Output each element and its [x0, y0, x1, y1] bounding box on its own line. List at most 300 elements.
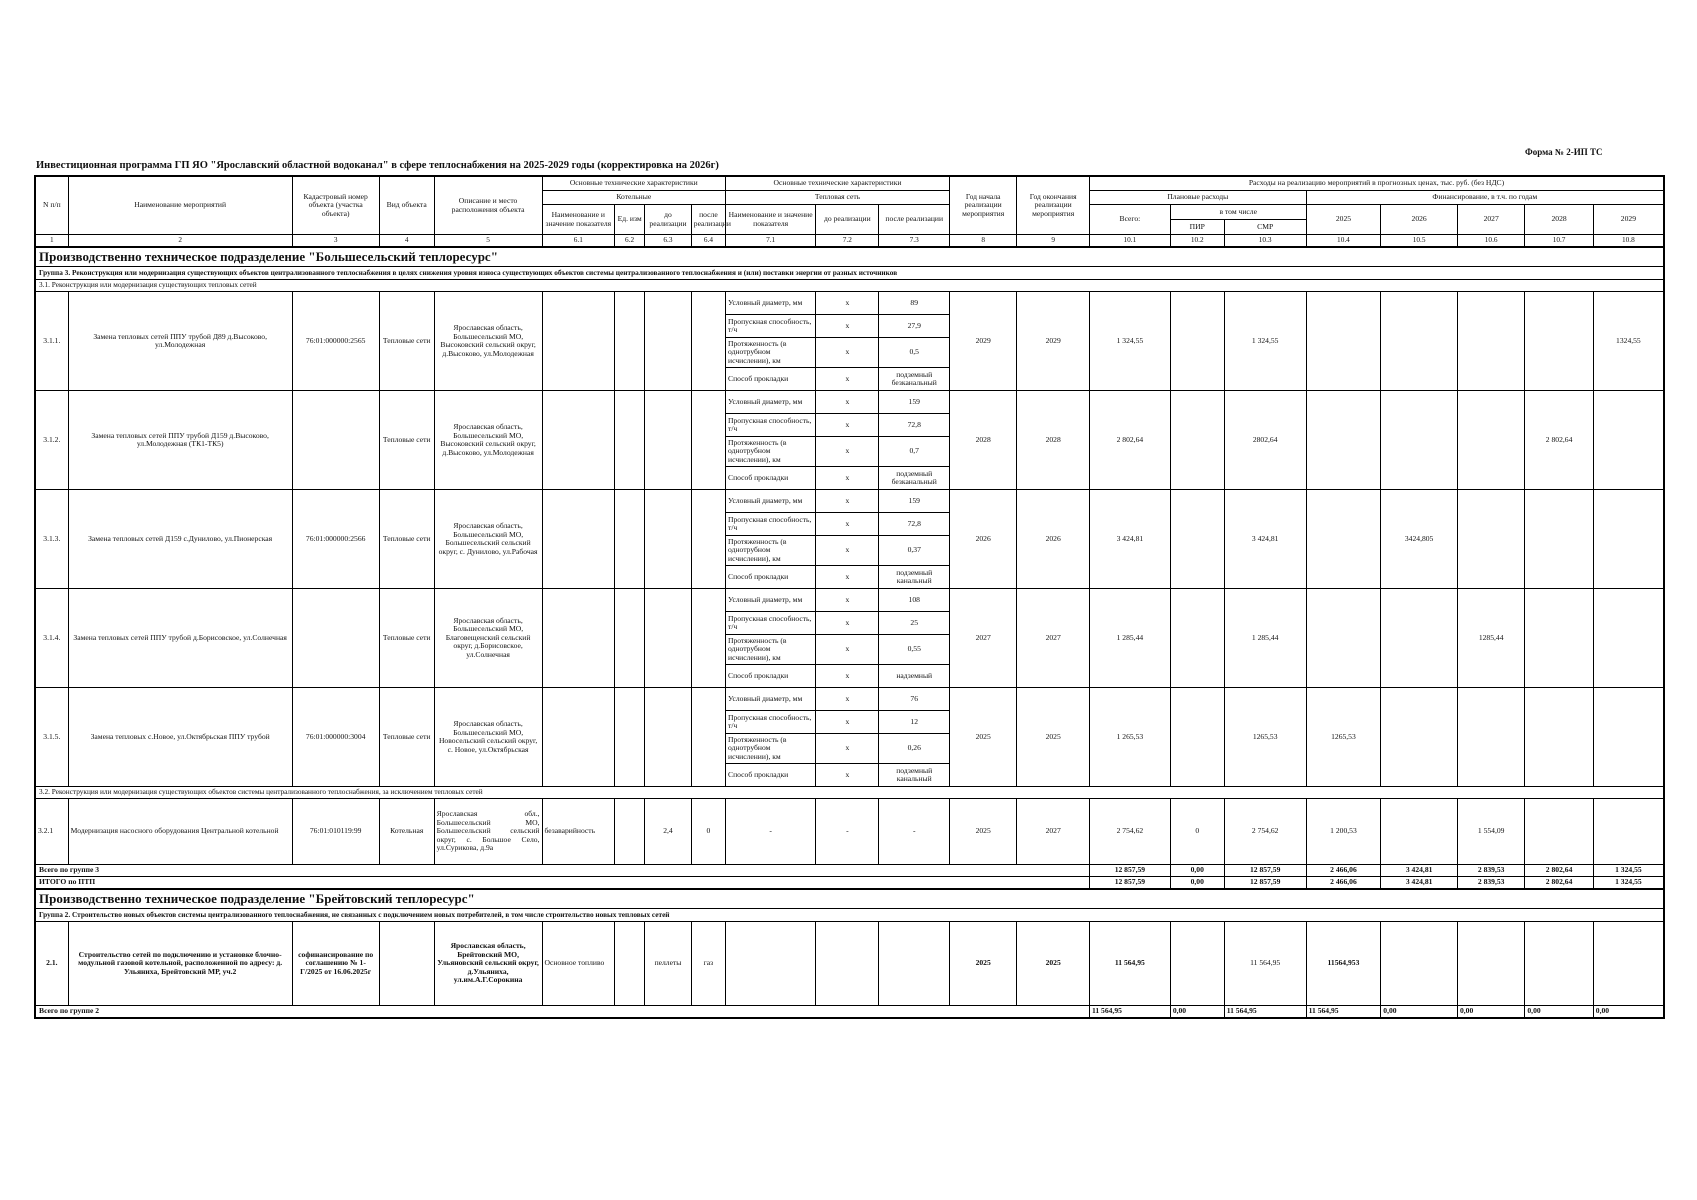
row-2028 — [1525, 922, 1593, 1006]
row-indicator — [542, 292, 615, 391]
indicator-after: подземный канальный — [879, 566, 950, 589]
total-2027: 2 839,53 — [1457, 877, 1524, 890]
header-including: в том числе — [1170, 205, 1306, 220]
row-after — [691, 688, 725, 787]
indicator-label: Протяженность (в однотрубном исчислении), км — [726, 338, 816, 368]
table-row — [35, 799, 1664, 865]
indicator-before: х — [816, 665, 879, 688]
row-2029 — [1593, 799, 1664, 865]
row-2026 — [1381, 391, 1458, 490]
header-year-2026: 2026 — [1381, 205, 1458, 235]
total-smr: 12 857,59 — [1224, 865, 1306, 877]
total-2029: 1 324,55 — [1593, 877, 1664, 890]
indicator-after: 159 — [879, 490, 950, 513]
row-2025 — [1306, 589, 1381, 688]
indicator-after: 159 — [879, 391, 950, 414]
indicator-label: Протяженность (в однотрубном исчислении), км — [726, 734, 816, 764]
row-name: Модернизация насосного оборудования Центральной котельной — [68, 799, 292, 865]
header-expenses: Расходы на реализацию мероприятий в прогнозных ценах, тыс. руб. (без НДС) — [1089, 176, 1664, 191]
indicator-label: Условный диаметр, мм — [726, 688, 816, 711]
row-pir — [1170, 391, 1224, 490]
column-number: 6.3 — [645, 235, 692, 248]
row-number: 3.1.1. — [35, 292, 68, 391]
row-before — [645, 391, 692, 490]
indicator-label: Пропускная способность, т/ч — [726, 414, 816, 437]
subgroup-title: 3.1. Реконструкция или модернизация существующих тепловых сетей — [35, 280, 1664, 292]
table-row — [35, 922, 1664, 1006]
column-number: 10.7 — [1525, 235, 1593, 248]
row-2027: 1285,44 — [1457, 589, 1524, 688]
row-type: Тепловые сети — [379, 589, 434, 688]
row-2026: 3424,805 — [1381, 490, 1458, 589]
row-2027 — [1457, 490, 1524, 589]
row-after: газ — [691, 922, 725, 1006]
indicator-label: Условный диаметр, мм — [726, 391, 816, 414]
total-row-group3 — [35, 865, 1664, 877]
row-start: 2026 — [949, 490, 1016, 589]
indicator-before: х — [816, 566, 879, 589]
column-number: 7.3 — [879, 235, 950, 248]
row-cadastral: 76:01:010119:99 — [292, 799, 379, 865]
header-net-indicator: Наименование и значение показателя — [726, 205, 816, 235]
table-body — [35, 176, 1664, 1018]
indicator-before: х — [816, 513, 879, 536]
header-name: Наименование мероприятий — [68, 176, 292, 235]
row-2029 — [1593, 391, 1664, 490]
row-total: 2 802,64 — [1089, 391, 1170, 490]
row-cadastral: софинансирование по соглашению № 1-Г/2025 от 16.06.2025г — [292, 922, 379, 1006]
row-description: Ярославская область, Большесельский МО, Высоковский сельский округ, д.Высоково, ул.Молодежная — [434, 391, 542, 490]
row-number: 3.1.4. — [35, 589, 68, 688]
row-before: пеллеты — [645, 922, 692, 1006]
row-2025: 1 200,53 — [1306, 799, 1381, 865]
header-n: N п/п — [35, 176, 68, 235]
row-2025: 11564,953 — [1306, 922, 1381, 1006]
indicator-before: х — [816, 635, 879, 665]
section-row — [35, 247, 1664, 267]
total-2028: 2 802,64 — [1525, 865, 1593, 877]
indicator-before: х — [816, 536, 879, 566]
row-start: 2025 — [949, 922, 1016, 1006]
indicator-after: надземный — [879, 665, 950, 688]
row-net-indicator — [726, 922, 816, 1006]
row-number: 3.2.1 — [35, 799, 68, 865]
header-after: после реализации — [691, 205, 725, 235]
row-2028 — [1525, 292, 1593, 391]
row-2028 — [1525, 490, 1593, 589]
column-number: 5 — [434, 235, 542, 248]
total-label: Всего по группе 3 — [35, 865, 1089, 877]
row-name: Замена тепловых сетей ППУ трубой Д89 д.Высоково, ул.Молодежная — [68, 292, 292, 391]
total-pir: 0,00 — [1170, 877, 1224, 890]
row-2025 — [1306, 292, 1381, 391]
row-smr: 1 324,55 — [1224, 292, 1306, 391]
indicator-before: х — [816, 315, 879, 338]
header-smr: СМР — [1224, 220, 1306, 235]
column-number: 3 — [292, 235, 379, 248]
row-indicator — [542, 589, 615, 688]
investment-table — [34, 175, 1665, 1019]
indicator-label: Протяженность (в однотрубном исчислении), км — [726, 437, 816, 467]
row-unit — [615, 688, 645, 787]
row-pir — [1170, 292, 1224, 391]
group-row — [35, 267, 1664, 280]
total-2027: 2 839,53 — [1457, 865, 1524, 877]
indicator-after: 108 — [879, 589, 950, 612]
row-total: 11 564,95 — [1089, 922, 1170, 1006]
column-number: 8 — [949, 235, 1016, 248]
total-2025: 2 466,06 — [1306, 877, 1381, 890]
indicator-before: х — [816, 368, 879, 391]
indicator-after: 72,8 — [879, 414, 950, 437]
row-unit — [615, 922, 645, 1006]
row-name: Замена тепловых сетей Д159 с.Дуниловo, ул.Пионерская — [68, 490, 292, 589]
row-cadastral: 76:01:000000:3004 — [292, 688, 379, 787]
row-end: 2025 — [1017, 688, 1090, 787]
total-row-ptp — [35, 877, 1664, 890]
indicator-label: Условный диаметр, мм — [726, 490, 816, 513]
column-number: 7.2 — [816, 235, 879, 248]
row-total: 2 754,62 — [1089, 799, 1170, 865]
total-sum: 11 564,95 — [1089, 1006, 1170, 1019]
header-boilers: Котельные — [542, 191, 726, 205]
row-description: Ярославская область, Большесельский МО, Высоковский сельский округ, д.Высоково, ул.Молодежная — [434, 292, 542, 391]
document-title: Инвестиционная программа ГП ЯО "Ярославский областной водоканал" в сфере теплоснабжения на 2025-2029 годы (корректировка на 2026г) — [36, 160, 719, 171]
indicator-after: 0,5 — [879, 338, 950, 368]
row-name: Замена тепловых сетей ППУ трубой д.Борисовское, ул.Солнечная — [68, 589, 292, 688]
column-number-row — [35, 235, 1664, 248]
row-name: Строительство сетей по подключению и установке блочно-модульной газовой котельной, расположенной по адресу: д. Ульяниха, Брейтовский МР, уч.2 — [68, 922, 292, 1006]
row-end: 2028 — [1017, 391, 1090, 490]
row-after: 0 — [691, 799, 725, 865]
total-2026: 3 424,81 — [1381, 877, 1458, 890]
header-tech-boilers: Основные технические характеристики — [542, 176, 726, 191]
row-2029 — [1593, 589, 1664, 688]
header-pir: ПИР — [1170, 220, 1224, 235]
header-year-2025: 2025 — [1306, 205, 1381, 235]
row-start: 2025 — [949, 799, 1016, 865]
section-title: Производственно техническое подразделение "Большесельский теплоресурс" — [35, 247, 1664, 267]
row-2028 — [1525, 589, 1593, 688]
row-2029: 1324,55 — [1593, 292, 1664, 391]
total-smr: 11 564,95 — [1224, 1006, 1306, 1019]
row-2027 — [1457, 922, 1524, 1006]
row-2027 — [1457, 292, 1524, 391]
total-2025: 2 466,06 — [1306, 865, 1381, 877]
row-unit — [615, 391, 645, 490]
row-number: 3.1.5. — [35, 688, 68, 787]
row-total: 3 424,81 — [1089, 490, 1170, 589]
row-smr: 1 285,44 — [1224, 589, 1306, 688]
row-type: Тепловые сети — [379, 688, 434, 787]
total-2029: 1 324,55 — [1593, 865, 1664, 877]
row-total: 1 324,55 — [1089, 292, 1170, 391]
total-pir: 0,00 — [1170, 865, 1224, 877]
column-number: 9 — [1017, 235, 1090, 248]
row-end: 2027 — [1017, 589, 1090, 688]
header-before: до реализации — [645, 205, 692, 235]
row-pir: 0 — [1170, 799, 1224, 865]
row-total: 1 285,44 — [1089, 589, 1170, 688]
indicator-label: Способ прокладки — [726, 665, 816, 688]
row-2026 — [1381, 589, 1458, 688]
row-2029 — [1593, 688, 1664, 787]
row-end: 2026 — [1017, 490, 1090, 589]
row-pir — [1170, 490, 1224, 589]
header-cadastral: Кадастровый номер объекта (участка объекта) — [292, 176, 379, 235]
row-total: 1 265,53 — [1089, 688, 1170, 787]
total-smr: 12 857,59 — [1224, 877, 1306, 890]
row-start: 2029 — [949, 292, 1016, 391]
row-2025 — [1306, 490, 1381, 589]
row-description: Ярославская область, Большесельский МО, Большесельский сельский округ, с. Дунилово, ул.Рабочая — [434, 490, 542, 589]
indicator-after: подземный безканальный — [879, 467, 950, 490]
row-pir — [1170, 922, 1224, 1006]
row-2027: 1 554,09 — [1457, 799, 1524, 865]
form-label: Форма № 2-ИП ТС — [1525, 147, 1603, 157]
column-number: 10.5 — [1381, 235, 1458, 248]
indicator-before: х — [816, 338, 879, 368]
row-smr: 1265,53 — [1224, 688, 1306, 787]
total-2029: 0,00 — [1593, 1006, 1664, 1019]
indicator-before: х — [816, 688, 879, 711]
row-2025 — [1306, 391, 1381, 490]
total-sum: 12 857,59 — [1089, 877, 1170, 890]
indicator-after: подземный канальный — [879, 764, 950, 787]
row-before — [645, 688, 692, 787]
group-title: Группа 2. Строительство новых объектов системы централизованного теплоснабжения, не связанных с подключением новых потребителей, в том числе строительство новых тепловых сетей — [35, 909, 1664, 922]
indicator-label: Протяженность (в однотрубном исчислении), км — [726, 536, 816, 566]
indicator-after: 72,8 — [879, 513, 950, 536]
header-year-2028: 2028 — [1525, 205, 1593, 235]
indicator-after: 0,37 — [879, 536, 950, 566]
column-number: 4 — [379, 235, 434, 248]
row-cadastral: 76:01:000000:2566 — [292, 490, 379, 589]
row-2028 — [1525, 799, 1593, 865]
indicator-after: 12 — [879, 711, 950, 734]
column-number: 6.1 — [542, 235, 615, 248]
indicator-after: 27,9 — [879, 315, 950, 338]
total-row-group2 — [35, 1006, 1664, 1019]
row-before — [645, 589, 692, 688]
row-start: 2027 — [949, 589, 1016, 688]
row-type: Тепловые сети — [379, 391, 434, 490]
subgroup-row — [35, 787, 1664, 799]
table-row — [35, 688, 1664, 711]
group-title: Группа 3. Реконструкция или модернизация существующих объектов централизованного теплоснабжения в целях снижения уровня износа существующих объектов системы централизованного теплоснабжения и (или) поставки энергии от разных источников — [35, 267, 1664, 280]
row-number: 3.1.3. — [35, 490, 68, 589]
header-net-before: до реализации — [816, 205, 879, 235]
row-description: Ярославская область, Большесельский МО, Новосельский сельский округ, с. Новое, ул.Октябрьская — [434, 688, 542, 787]
total-label: Всего по группе 2 — [35, 1006, 1089, 1019]
row-2029 — [1593, 922, 1664, 1006]
indicator-label: Условный диаметр, мм — [726, 589, 816, 612]
total-2025: 11 564,95 — [1306, 1006, 1381, 1019]
header-unit: Ед. изм — [615, 205, 645, 235]
row-cadastral — [292, 391, 379, 490]
header-type: Вид объекта — [379, 176, 434, 235]
row-smr: 3 424,81 — [1224, 490, 1306, 589]
indicator-before: х — [816, 292, 879, 315]
row-cadastral — [292, 589, 379, 688]
header-year-2027: 2027 — [1457, 205, 1524, 235]
header-description: Описание и место расположения объекта — [434, 176, 542, 235]
row-unit — [615, 490, 645, 589]
row-2026 — [1381, 688, 1458, 787]
column-number: 6.4 — [691, 235, 725, 248]
row-smr: 2802,64 — [1224, 391, 1306, 490]
row-smr: 11 564,95 — [1224, 922, 1306, 1006]
subgroup-title: 3.2. Реконструкция или модернизация существующих объектов системы централизованного теплоснабжения, за исключением тепловых сетей — [35, 787, 1664, 799]
column-number: 10.1 — [1089, 235, 1170, 248]
header-year-2029: 2029 — [1593, 205, 1664, 235]
indicator-before: х — [816, 612, 879, 635]
header-indicator: Наименование и значение показателя — [542, 205, 615, 235]
indicator-label: Условный диаметр, мм — [726, 292, 816, 315]
total-2028: 0,00 — [1525, 1006, 1593, 1019]
column-number: 6.2 — [615, 235, 645, 248]
table-row — [35, 490, 1664, 513]
header-planned: Плановые расходы — [1089, 191, 1306, 205]
column-number: 10.3 — [1224, 235, 1306, 248]
table-row — [35, 391, 1664, 414]
total-pir: 0,00 — [1170, 1006, 1224, 1019]
row-after — [691, 490, 725, 589]
total-2026: 3 424,81 — [1381, 865, 1458, 877]
row-2027 — [1457, 391, 1524, 490]
indicator-label: Способ прокладки — [726, 566, 816, 589]
column-number: 10.4 — [1306, 235, 1381, 248]
indicator-after: 0,55 — [879, 635, 950, 665]
row-end: 2029 — [1017, 292, 1090, 391]
indicator-before: х — [816, 467, 879, 490]
total-sum: 12 857,59 — [1089, 865, 1170, 877]
row-2025: 1265,53 — [1306, 688, 1381, 787]
row-unit — [615, 799, 645, 865]
indicator-label: Пропускная способность, т/ч — [726, 711, 816, 734]
indicator-before: х — [816, 764, 879, 787]
indicator-label: Протяженность (в однотрубном исчислении), км — [726, 635, 816, 665]
row-before — [645, 292, 692, 391]
row-description: Ярославская область, Брейтовский МО, Ульяновский сельский округ, д.Ульяниха, ул.им.А.Г.Сорокина — [434, 922, 542, 1006]
row-2026 — [1381, 292, 1458, 391]
row-indicator — [542, 688, 615, 787]
row-pir — [1170, 589, 1224, 688]
table-row — [35, 292, 1664, 315]
row-unit — [615, 589, 645, 688]
indicator-before: х — [816, 589, 879, 612]
header-end-year: Год окончания реализации мероприятия — [1017, 176, 1090, 235]
header-financing: Финансирование, в т.ч. по годам — [1306, 191, 1664, 205]
row-2029 — [1593, 490, 1664, 589]
row-after — [691, 589, 725, 688]
row-2026 — [1381, 799, 1458, 865]
row-net-after — [879, 922, 950, 1006]
row-smr: 2 754,62 — [1224, 799, 1306, 865]
indicator-before: х — [816, 414, 879, 437]
row-name: Замена тепловых с.Новое, ул.Октябрьская ППУ трубой — [68, 688, 292, 787]
row-net-before — [816, 922, 879, 1006]
row-indicator: безаварийность — [542, 799, 615, 865]
row-number: 3.1.2. — [35, 391, 68, 490]
row-indicator: Основное топливо — [542, 922, 615, 1006]
indicator-before: х — [816, 711, 879, 734]
total-2028: 2 802,64 — [1525, 877, 1593, 890]
column-number: 2 — [68, 235, 292, 248]
column-number: 10.2 — [1170, 235, 1224, 248]
row-2027 — [1457, 688, 1524, 787]
row-2026 — [1381, 922, 1458, 1006]
header-tech-network: Основные технические характеристики — [726, 176, 950, 191]
row-description: Ярославская область, Большесельский МО, Благовещенский сельский округ, д.Борисовское, ул.Солнечная — [434, 589, 542, 688]
row-after — [691, 292, 725, 391]
indicator-label: Способ прокладки — [726, 467, 816, 490]
indicator-after: 89 — [879, 292, 950, 315]
row-end: 2027 — [1017, 799, 1090, 865]
row-name: Замена тепловых сетей ППУ трубой Д159 д.Высоково, ул.Молодежная (ТК1-ТК5) — [68, 391, 292, 490]
total-2027: 0,00 — [1457, 1006, 1524, 1019]
header-total: Всего: — [1089, 205, 1170, 235]
row-description: Ярославская обл., Большесельский МО, Большесельский сельский округ, с. Большое Село, ул.Суриковa, д.9а — [434, 799, 542, 865]
indicator-before: х — [816, 437, 879, 467]
indicator-after: 76 — [879, 688, 950, 711]
row-net-after: - — [879, 799, 950, 865]
row-net-before: - — [816, 799, 879, 865]
column-number: 10.8 — [1593, 235, 1664, 248]
row-type: Котельная — [379, 799, 434, 865]
table-row — [35, 589, 1664, 612]
indicator-after: подземный безканальный — [879, 368, 950, 391]
row-indicator — [542, 391, 615, 490]
indicator-label: Пропускная способность, т/ч — [726, 612, 816, 635]
indicator-label: Способ прокладки — [726, 368, 816, 391]
row-pir — [1170, 688, 1224, 787]
group-row — [35, 909, 1664, 922]
row-after — [691, 391, 725, 490]
row-type — [379, 922, 434, 1006]
row-type: Тепловые сети — [379, 490, 434, 589]
indicator-before: х — [816, 734, 879, 764]
column-number: 1 — [35, 235, 68, 248]
indicator-label: Способ прокладки — [726, 764, 816, 787]
indicator-before: х — [816, 490, 879, 513]
row-start: 2025 — [949, 688, 1016, 787]
row-2028 — [1525, 688, 1593, 787]
section-title: Производственно техническое подразделение "Брейтовский теплоресурс" — [35, 889, 1664, 909]
row-start: 2028 — [949, 391, 1016, 490]
indicator-after: 25 — [879, 612, 950, 635]
row-net-indicator: - — [726, 799, 816, 865]
header-row-1 — [35, 176, 1664, 191]
indicator-after: 0,7 — [879, 437, 950, 467]
row-unit — [615, 292, 645, 391]
row-type: Тепловые сети — [379, 292, 434, 391]
indicator-label: Пропускная способность, т/ч — [726, 513, 816, 536]
header-net-after: после реализации — [879, 205, 950, 235]
total-label: ИТОГО по ПТП — [35, 877, 1089, 890]
indicator-label: Пропускная способность, т/ч — [726, 315, 816, 338]
row-number: 2.1. — [35, 922, 68, 1006]
indicator-after: 0,26 — [879, 734, 950, 764]
header-heat-network: Тепловая сеть — [726, 191, 950, 205]
header-start-year: Год начала реализации мероприятия — [949, 176, 1016, 235]
total-2026: 0,00 — [1381, 1006, 1458, 1019]
row-cadastral: 76:01:000000:2565 — [292, 292, 379, 391]
row-before — [645, 490, 692, 589]
row-before: 2,4 — [645, 799, 692, 865]
section-row — [35, 889, 1664, 909]
row-indicator — [542, 490, 615, 589]
